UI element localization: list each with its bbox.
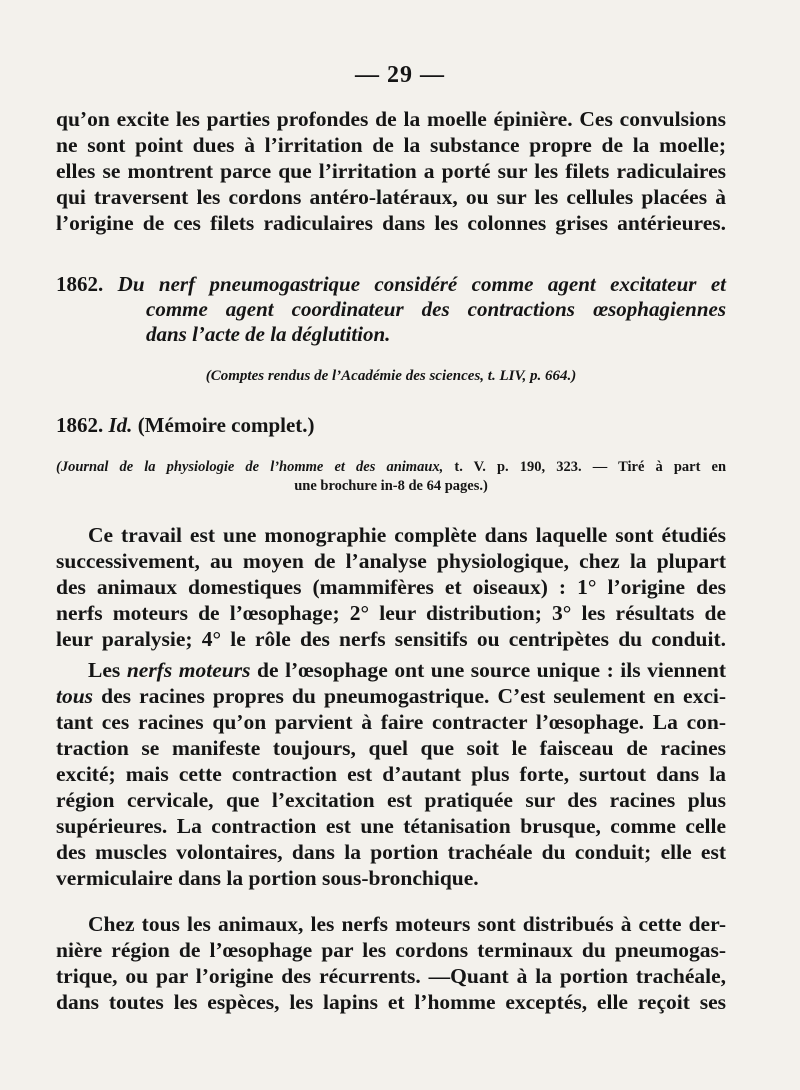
text-line: ne sont point dues à l’irritation de la substance propre de la moelle; <box>56 133 726 157</box>
reference-journal: (Journal de la physiologie de l’homme et des animaux, <box>56 459 444 475</box>
text-line: tant ces racines qu’on parvient à faire contracter l’œsophage. La con- <box>56 710 726 734</box>
text-line: qui traversent les cordons antéro-latéraux, ou sur les cellules placées à <box>56 185 726 209</box>
entry-title-line: Du nerf pneumogastrique considéré comme agent excitateur et <box>117 272 727 296</box>
entry-year: 1862. <box>56 272 104 296</box>
paragraph-3 <box>56 911 726 1015</box>
text-line: nière région de l’œsophage par les cordons terminaux du pneumogas- <box>56 938 726 962</box>
text-line: région cervicale, que l’excitation est pratiquée sur des racines plus <box>56 788 726 812</box>
text-line: vermiculaire dans la portion sous-bronchique. <box>56 866 479 890</box>
text-line: Ce travail est une monographie complète dans laquelle sont étudiés <box>88 523 726 547</box>
reference-line: une brochure in-8 de 64 pages.) <box>294 478 488 494</box>
text-italic: tous <box>56 684 94 708</box>
text-line: leur paralysie; 4° le rôle des nerfs sensitifs ou centripètes du conduit. <box>56 627 726 651</box>
paragraph-2 <box>56 657 726 891</box>
entry-reference: (Comptes rendus de l’Académie des sciences, t. LIV, p. 664.) <box>205 368 577 384</box>
text-line: l’origine de ces filets radiculaires dans les colonnes grises antérieures. <box>56 211 726 235</box>
text-fragment: des racines propres du pneumogastrique. C’est seulement en exci- <box>93 684 726 708</box>
text-line: elles se montrent parce que l’irritation a porté sur les filets radiculaires <box>56 159 726 183</box>
text-line: traction se manifeste toujours, quel que soit le faisceau de racines <box>56 736 726 760</box>
text-line: successivement, au moyen de l’analyse physiologique, chez la plupart <box>56 549 726 573</box>
text-fragment: de l’œsophage ont une source unique : ils viennent <box>250 658 727 682</box>
intro-paragraph <box>56 106 726 236</box>
entry-year: 1862. <box>56 413 104 437</box>
bibliography-entry-2 <box>56 413 726 438</box>
entry-reference <box>56 458 726 496</box>
text-line: supérieures. La contraction est une tétanisation brusque, comme celle <box>56 814 726 838</box>
page-number: — 29 — <box>355 62 445 88</box>
text-line: qu’on excite les parties profondes de la moelle épinière. Ces convulsions <box>56 107 726 131</box>
text-fragment: Les <box>88 658 127 682</box>
text-line: des animaux domestiques (mammifères et oiseaux) : 1° l’origine des <box>56 575 726 599</box>
text-line: excité; mais cette contraction est d’autant plus forte, surtout dans la <box>56 762 726 786</box>
text-italic: nerfs moteurs <box>126 658 251 682</box>
entry-title-line: comme agent coordinateur des contractions œsophagiennes <box>146 297 726 321</box>
reference-details: t. V. p. 190, 323. — Tiré à part en <box>454 459 727 475</box>
text-line: trique, ou par l’origine des récurrents. —Quant à la portion trachéale, <box>56 964 726 988</box>
bibliography-entry-1 <box>56 272 726 347</box>
text-line: des muscles volontaires, dans la portion trachéale du conduit; elle est <box>56 840 726 864</box>
text-line: dans toutes les espèces, les lapins et l’homme exceptés, elle reçoit ses <box>56 990 726 1014</box>
entry-title-line: dans l’acte de la déglutition. <box>146 322 391 346</box>
text-line: nerfs moteurs de l’œsophage; 2° leur distribution; 3° les résultats de <box>56 601 726 625</box>
paragraph-1 <box>56 522 726 652</box>
entry-subtitle: (Mémoire complet.) <box>137 413 315 437</box>
entry-title: Id. <box>108 413 133 437</box>
text-line: Chez tous les animaux, les nerfs moteurs sont distribués à cette der- <box>88 912 726 936</box>
